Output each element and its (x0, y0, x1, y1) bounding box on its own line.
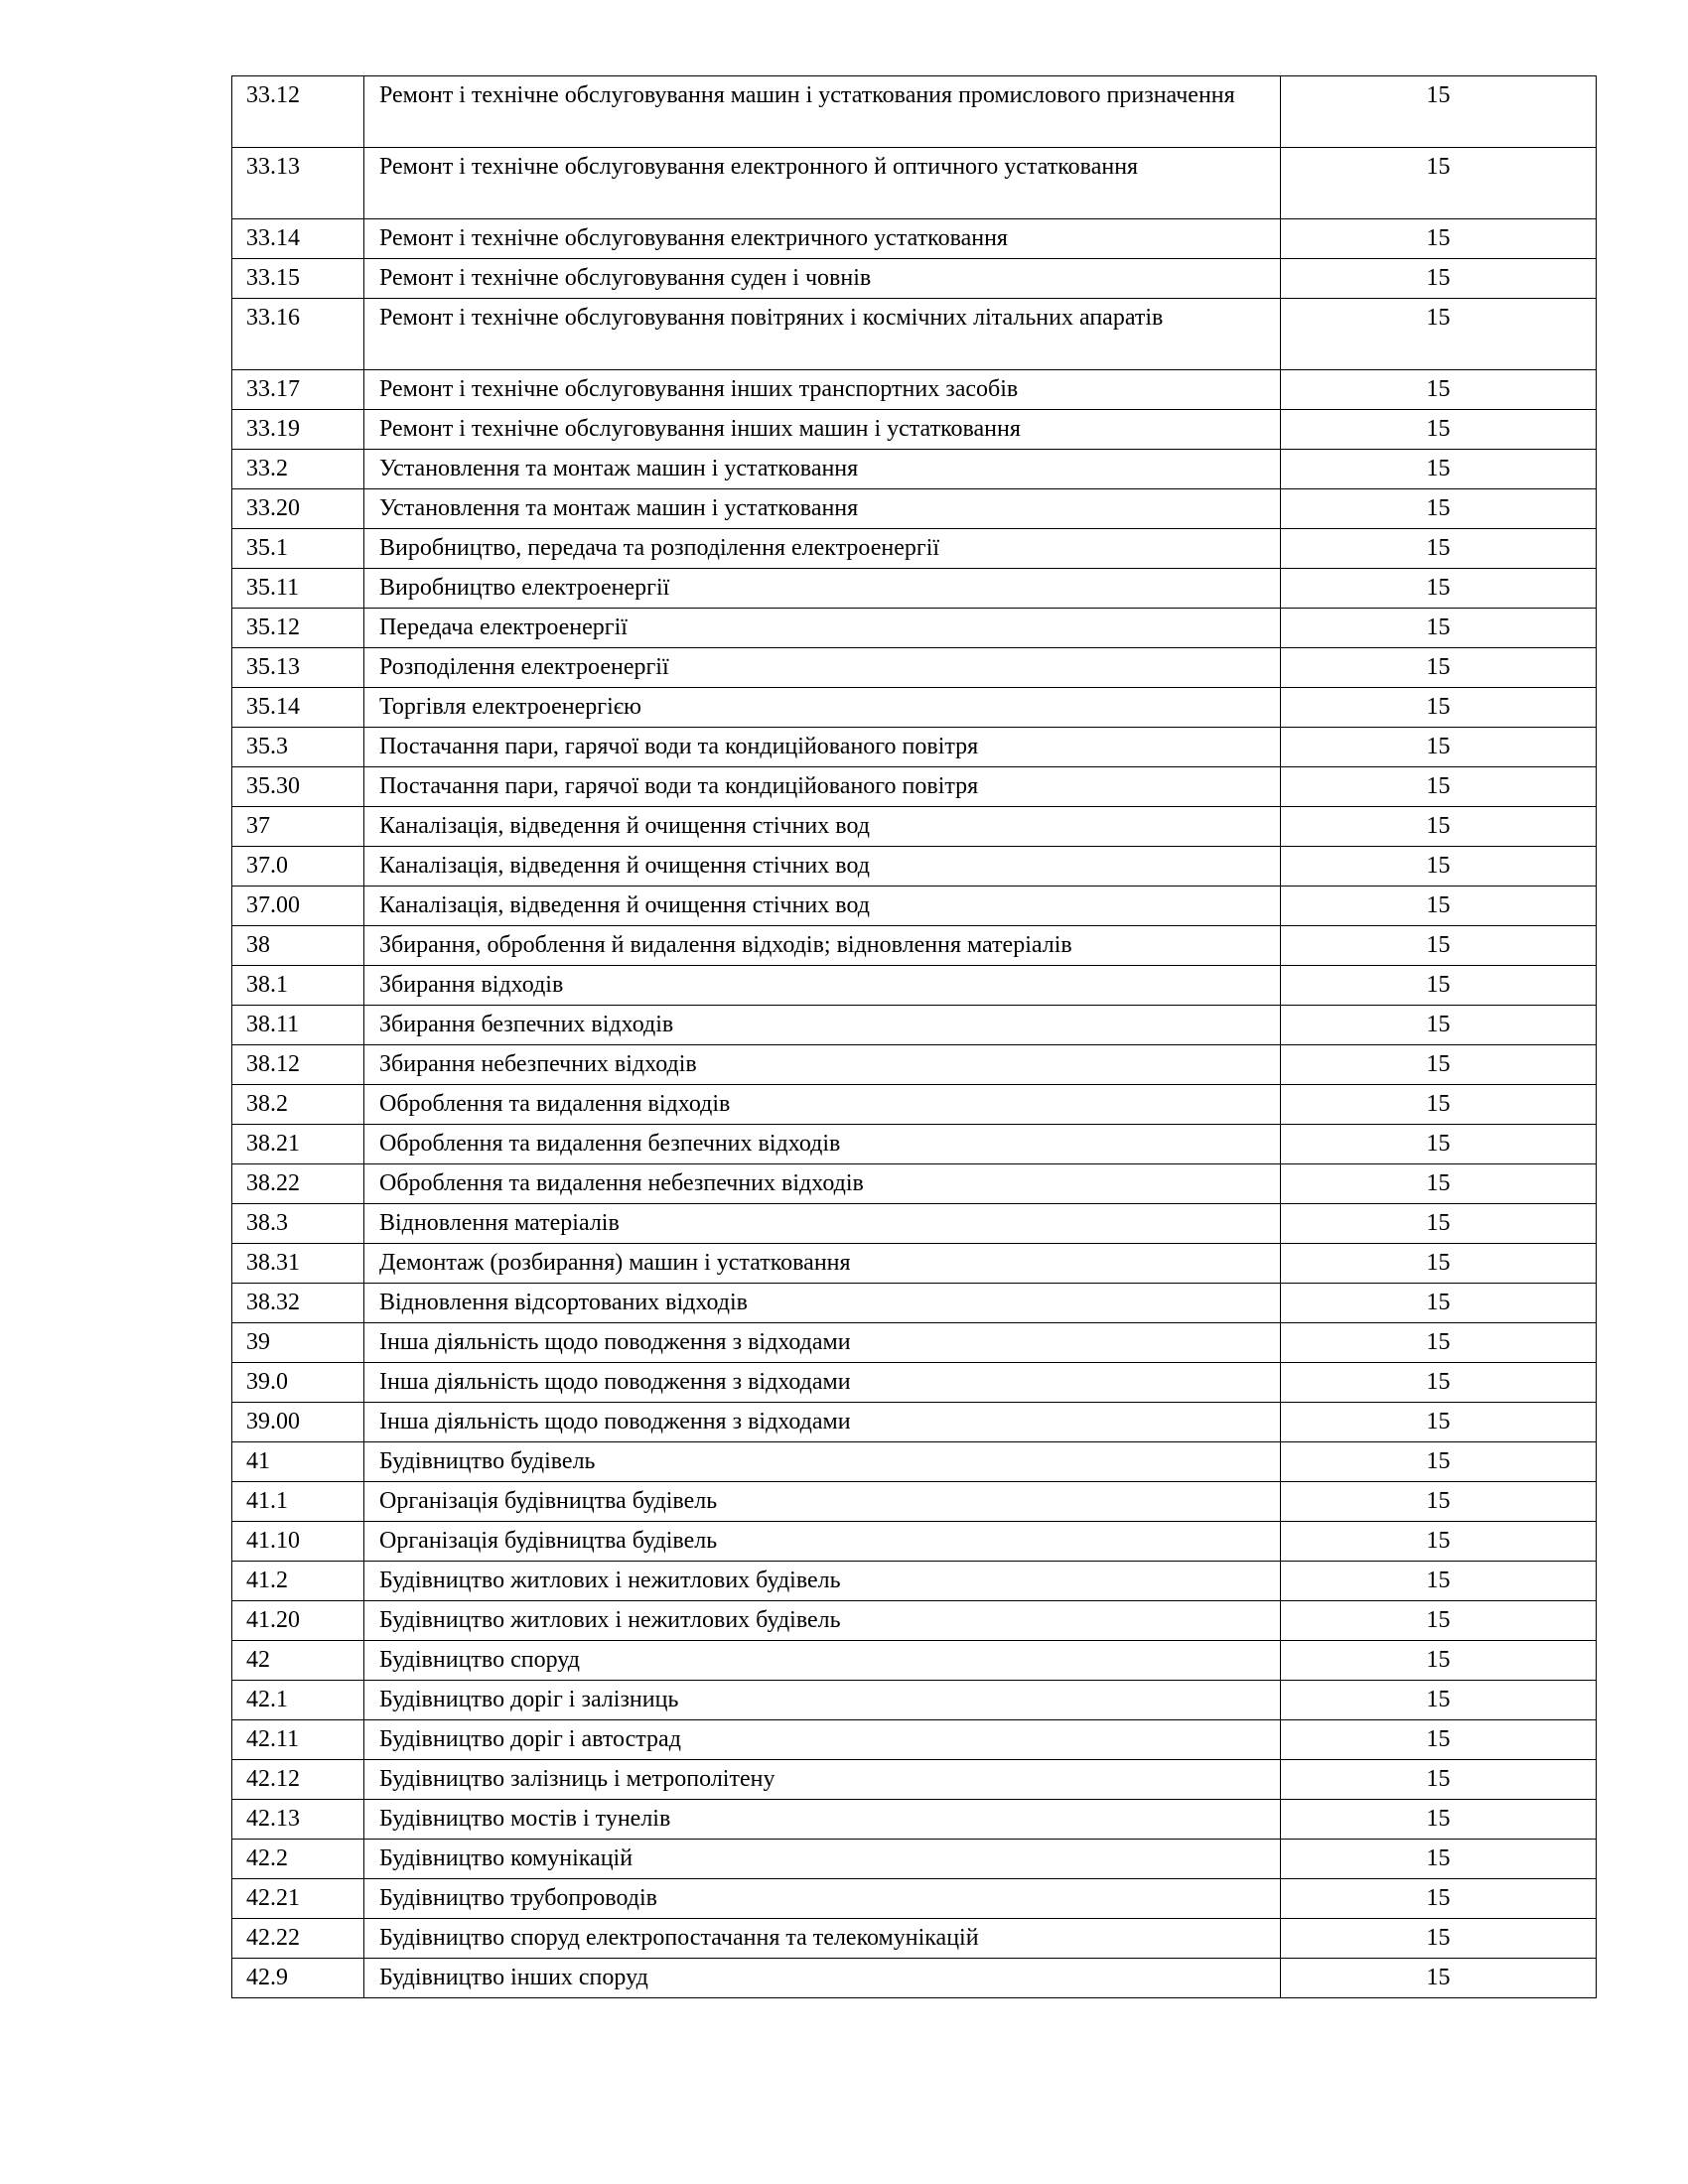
rate-value-cell: 15 (1281, 728, 1597, 767)
rate-value-cell: 15 (1281, 648, 1597, 688)
table-row (232, 1323, 1597, 1363)
activity-name-text: Ремонт і технічне обслуговування електронного й оптичного устатковання (379, 154, 1139, 180)
activity-name-cell (364, 728, 1281, 767)
activity-name-text: Оброблення та видалення безпечних відходів (379, 1131, 841, 1157)
rate-value-cell: 15 (1281, 1840, 1597, 1879)
activity-name-cell (364, 529, 1281, 569)
rate-value-cell: 15 (1281, 1760, 1597, 1800)
rate-value-cell: 15 (1281, 1085, 1597, 1125)
rate-value-cell: 15 (1281, 1442, 1597, 1482)
activity-code-cell: 33.12 (232, 76, 364, 148)
activity-name-cell (364, 1681, 1281, 1720)
activity-code-cell: 33.16 (232, 299, 364, 370)
activity-name-cell (364, 1125, 1281, 1164)
activity-name-cell (364, 1442, 1281, 1482)
activity-name-cell (364, 847, 1281, 887)
rate-value-cell: 15 (1281, 1919, 1597, 1959)
rate-value-cell: 15 (1281, 926, 1597, 966)
activity-name-text: Ремонт і технічне обслуговування інших транспортних засобів (379, 376, 1019, 402)
rate-value-cell: 15 (1281, 1720, 1597, 1760)
activity-code-cell: 37.0 (232, 847, 364, 887)
table-row (232, 1959, 1597, 1998)
activity-name-text: Будівництво інших споруд (379, 1965, 648, 1990)
table-row (232, 1244, 1597, 1284)
table-row (232, 807, 1597, 847)
activity-name-cell (364, 370, 1281, 410)
activity-name-text: Будівництво житлових і нежитлових будівель (379, 1607, 841, 1633)
activity-name-text: Ремонт і технічне обслуговування електричного устатковання (379, 225, 1008, 251)
activity-code-cell: 37.00 (232, 887, 364, 926)
rate-value-cell: 15 (1281, 259, 1597, 299)
table-row (232, 76, 1597, 148)
rate-value-cell: 15 (1281, 569, 1597, 609)
table-row (232, 767, 1597, 807)
activity-name-cell (364, 259, 1281, 299)
rate-value-cell: 15 (1281, 609, 1597, 648)
activity-code-cell: 41.20 (232, 1601, 364, 1641)
activity-name-text: Організація будівництва будівель (379, 1528, 718, 1554)
activity-name-cell (364, 1363, 1281, 1403)
activity-code-cell: 42.21 (232, 1879, 364, 1919)
activity-name-text: Будівництво споруд електропостачання та телекомунікацій (379, 1925, 979, 1951)
activity-name-text: Відновлення відсортованих відходів (379, 1290, 748, 1315)
activity-name-cell (364, 1800, 1281, 1840)
activity-name-text: Збирання безпечних відходів (379, 1012, 674, 1037)
activity-name-text: Передача електроенергії (379, 614, 628, 640)
rate-value-cell: 15 (1281, 966, 1597, 1006)
activity-name-text: Будівництво трубопроводів (379, 1885, 657, 1911)
activity-name-cell (364, 410, 1281, 450)
activity-name-cell (364, 1720, 1281, 1760)
table-row (232, 926, 1597, 966)
activity-name-text: Відновлення матеріалів (379, 1210, 620, 1236)
activity-name-text: Постачання пари, гарячої води та кондиційованого повітря (379, 734, 979, 759)
activity-name-text: Каналізація, відведення й очищення стічних вод (379, 892, 870, 918)
activity-code-cell: 38.32 (232, 1284, 364, 1323)
activity-name-cell (364, 450, 1281, 489)
activity-name-cell (364, 1284, 1281, 1323)
activity-code-cell: 41.10 (232, 1522, 364, 1562)
table-row (232, 609, 1597, 648)
activity-code-cell: 41.2 (232, 1562, 364, 1601)
activity-name-text: Збирання, оброблення й видалення відходів; відновлення матеріалів (379, 932, 1072, 958)
activity-name-text: Ремонт і технічне обслуговування суден і човнів (379, 265, 872, 291)
activity-name-text: Постачання пари, гарячої води та кондиційованого повітря (379, 773, 979, 799)
table-row (232, 847, 1597, 887)
activity-code-cell: 38 (232, 926, 364, 966)
activity-code-cell: 39.00 (232, 1403, 364, 1442)
activity-name-text: Каналізація, відведення й очищення стічних вод (379, 813, 870, 839)
activity-name-cell (364, 1919, 1281, 1959)
rate-value-cell: 15 (1281, 1164, 1597, 1204)
rate-value-cell: 15 (1281, 1522, 1597, 1562)
rate-value-cell: 15 (1281, 489, 1597, 529)
activity-name-cell (364, 1959, 1281, 1998)
activity-name-cell (364, 489, 1281, 529)
activity-name-cell (364, 1641, 1281, 1681)
activity-code-cell: 42.1 (232, 1681, 364, 1720)
activity-code-cell: 42 (232, 1641, 364, 1681)
activity-code-cell: 41.1 (232, 1482, 364, 1522)
activity-name-text: Будівництво мостів і тунелів (379, 1806, 671, 1832)
table-body (232, 76, 1597, 1998)
activity-code-cell: 38.2 (232, 1085, 364, 1125)
table-row (232, 450, 1597, 489)
activity-code-cell: 33.17 (232, 370, 364, 410)
activity-name-text: Будівництво доріг і автострад (379, 1726, 681, 1752)
rate-value-cell: 15 (1281, 767, 1597, 807)
table-row (232, 1840, 1597, 1879)
table-row (232, 1562, 1597, 1601)
activity-code-cell: 33.14 (232, 219, 364, 259)
activity-name-cell (364, 807, 1281, 847)
activity-name-cell (364, 1601, 1281, 1641)
table-row (232, 1164, 1597, 1204)
activity-code-cell: 33.13 (232, 148, 364, 219)
activity-name-cell (364, 887, 1281, 926)
table-row (232, 1800, 1597, 1840)
activity-name-text: Інша діяльність щодо поводження з відходами (379, 1409, 851, 1434)
activity-code-cell: 38.11 (232, 1006, 364, 1045)
rate-value-cell: 15 (1281, 1323, 1597, 1363)
activity-name-cell (364, 1164, 1281, 1204)
activity-code-cell: 42.12 (232, 1760, 364, 1800)
table-row (232, 299, 1597, 370)
activity-name-text: Збирання небезпечних відходів (379, 1051, 697, 1077)
activity-name-cell (364, 76, 1281, 148)
activity-name-cell (364, 1879, 1281, 1919)
activity-code-cell: 37 (232, 807, 364, 847)
rate-value-cell: 15 (1281, 688, 1597, 728)
activity-name-cell (364, 1403, 1281, 1442)
table-row (232, 569, 1597, 609)
rate-value-cell: 15 (1281, 807, 1597, 847)
activity-name-text: Каналізація, відведення й очищення стічних вод (379, 853, 870, 879)
rate-value-cell: 15 (1281, 1562, 1597, 1601)
activity-name-text: Розподілення електроенергії (379, 654, 669, 680)
activity-name-cell (364, 1323, 1281, 1363)
activity-name-text: Організація будівництва будівель (379, 1488, 718, 1514)
activity-name-text: Ремонт і технічне обслуговування повітряних і космічних літальних апаратів (379, 305, 1164, 331)
activity-name-cell (364, 1045, 1281, 1085)
activity-name-text: Будівництво залізниць і метрополітену (379, 1766, 775, 1792)
table-row (232, 1442, 1597, 1482)
activity-code-cell: 33.20 (232, 489, 364, 529)
activity-code-cell: 35.3 (232, 728, 364, 767)
rate-value-cell: 15 (1281, 1045, 1597, 1085)
rate-value-cell: 15 (1281, 148, 1597, 219)
activity-name-text: Будівництво доріг і залізниць (379, 1687, 679, 1712)
activity-name-cell (364, 1562, 1281, 1601)
table-row (232, 1522, 1597, 1562)
activity-name-cell (364, 1522, 1281, 1562)
table-row (232, 648, 1597, 688)
rate-value-cell: 15 (1281, 1284, 1597, 1323)
activity-name-text: Інша діяльність щодо поводження з відходами (379, 1369, 851, 1395)
activity-code-cell: 38.21 (232, 1125, 364, 1164)
activity-name-cell (364, 1482, 1281, 1522)
rate-value-cell: 15 (1281, 847, 1597, 887)
activity-code-cell: 42.13 (232, 1800, 364, 1840)
activity-code-cell: 33.15 (232, 259, 364, 299)
activity-code-cell: 38.1 (232, 966, 364, 1006)
activity-codes-table (231, 75, 1597, 1998)
table-row (232, 966, 1597, 1006)
rate-value-cell: 15 (1281, 76, 1597, 148)
rate-value-cell: 15 (1281, 887, 1597, 926)
rate-value-cell: 15 (1281, 529, 1597, 569)
table-row (232, 1601, 1597, 1641)
table-row (232, 529, 1597, 569)
activity-name-text: Збирання відходів (379, 972, 564, 998)
rate-value-cell: 15 (1281, 410, 1597, 450)
table-row (232, 1006, 1597, 1045)
activity-name-cell (364, 688, 1281, 728)
rate-value-cell: 15 (1281, 1204, 1597, 1244)
activity-name-text: Ремонт і технічне обслуговування інших машин і устатковання (379, 416, 1021, 442)
activity-name-text: Виробництво, передача та розподілення електроенергії (379, 535, 940, 561)
activity-name-text: Ремонт і технічне обслуговування машин і устаткования промислового призначення (379, 82, 1235, 108)
table-row (232, 410, 1597, 450)
activity-code-cell: 38.12 (232, 1045, 364, 1085)
activity-name-cell (364, 1760, 1281, 1800)
activity-code-cell: 41 (232, 1442, 364, 1482)
activity-name-cell (364, 148, 1281, 219)
activity-code-cell: 42.11 (232, 1720, 364, 1760)
activity-code-cell: 38.3 (232, 1204, 364, 1244)
activity-name-text: Інша діяльність щодо поводження з відходами (379, 1329, 851, 1355)
table-row (232, 148, 1597, 219)
activity-name-text: Оброблення та видалення відходів (379, 1091, 731, 1117)
activity-name-cell (364, 966, 1281, 1006)
table-row (232, 259, 1597, 299)
activity-name-text: Будівництво комунікацій (379, 1845, 633, 1871)
table-row (232, 1879, 1597, 1919)
table-row (232, 370, 1597, 410)
table-row (232, 1720, 1597, 1760)
activity-name-cell (364, 1840, 1281, 1879)
table-row (232, 1482, 1597, 1522)
activity-name-text: Виробництво електроенергії (379, 575, 670, 601)
rate-value-cell: 15 (1281, 1482, 1597, 1522)
activity-name-cell (364, 767, 1281, 807)
activity-code-cell: 33.2 (232, 450, 364, 489)
activity-name-cell (364, 299, 1281, 370)
activity-name-text: Будівництво будівель (379, 1448, 596, 1474)
rate-value-cell: 15 (1281, 1641, 1597, 1681)
table-row (232, 1045, 1597, 1085)
rate-value-cell: 15 (1281, 219, 1597, 259)
rate-value-cell: 15 (1281, 1959, 1597, 1998)
table-row (232, 1125, 1597, 1164)
activity-code-cell: 35.1 (232, 529, 364, 569)
activity-name-cell (364, 648, 1281, 688)
table-row (232, 688, 1597, 728)
rate-value-cell: 15 (1281, 1879, 1597, 1919)
rate-value-cell: 15 (1281, 1363, 1597, 1403)
activity-code-cell: 35.14 (232, 688, 364, 728)
activity-code-cell: 33.19 (232, 410, 364, 450)
table-row (232, 887, 1597, 926)
activity-name-text: Установлення та монтаж машин і устатковання (379, 456, 859, 481)
activity-code-cell: 35.30 (232, 767, 364, 807)
activity-code-cell: 35.13 (232, 648, 364, 688)
activity-name-text: Оброблення та видалення небезпечних відходів (379, 1170, 864, 1196)
activity-name-text: Демонтаж (розбирання) машин і устатковання (379, 1250, 851, 1276)
rate-value-cell: 15 (1281, 1681, 1597, 1720)
rate-value-cell: 15 (1281, 1244, 1597, 1284)
activity-code-cell: 39 (232, 1323, 364, 1363)
activity-name-text: Торгівля електроенергією (379, 694, 641, 720)
table-row (232, 489, 1597, 529)
activity-name-cell (364, 926, 1281, 966)
table-row (232, 1284, 1597, 1323)
table-row (232, 1403, 1597, 1442)
table-row (232, 1085, 1597, 1125)
activity-name-cell (364, 1244, 1281, 1284)
activity-name-cell (364, 569, 1281, 609)
table-row (232, 1760, 1597, 1800)
rate-value-cell: 15 (1281, 370, 1597, 410)
activity-code-cell: 42.2 (232, 1840, 364, 1879)
table-row (232, 728, 1597, 767)
activity-name-cell (364, 1006, 1281, 1045)
activity-name-text: Будівництво споруд (379, 1647, 580, 1673)
table-row (232, 219, 1597, 259)
activity-name-text: Будівництво житлових і нежитлових будівель (379, 1568, 841, 1593)
table-row (232, 1363, 1597, 1403)
activity-code-cell: 38.22 (232, 1164, 364, 1204)
rate-value-cell: 15 (1281, 299, 1597, 370)
activity-code-cell: 38.31 (232, 1244, 364, 1284)
activity-code-cell: 39.0 (232, 1363, 364, 1403)
rate-value-cell: 15 (1281, 1800, 1597, 1840)
activity-name-cell (364, 1204, 1281, 1244)
activity-name-cell (364, 1085, 1281, 1125)
activity-name-cell (364, 219, 1281, 259)
table-row (232, 1204, 1597, 1244)
activity-code-cell: 42.22 (232, 1919, 364, 1959)
rate-value-cell: 15 (1281, 1403, 1597, 1442)
activity-code-cell: 35.12 (232, 609, 364, 648)
table-row (232, 1919, 1597, 1959)
activity-code-cell: 35.11 (232, 569, 364, 609)
table-row (232, 1641, 1597, 1681)
activity-code-cell: 42.9 (232, 1959, 364, 1998)
rate-value-cell: 15 (1281, 1006, 1597, 1045)
rate-value-cell: 15 (1281, 450, 1597, 489)
rate-value-cell: 15 (1281, 1125, 1597, 1164)
rate-value-cell: 15 (1281, 1601, 1597, 1641)
table-row (232, 1681, 1597, 1720)
activity-name-text: Установлення та монтаж машин і устатковання (379, 495, 859, 521)
activity-name-cell (364, 609, 1281, 648)
